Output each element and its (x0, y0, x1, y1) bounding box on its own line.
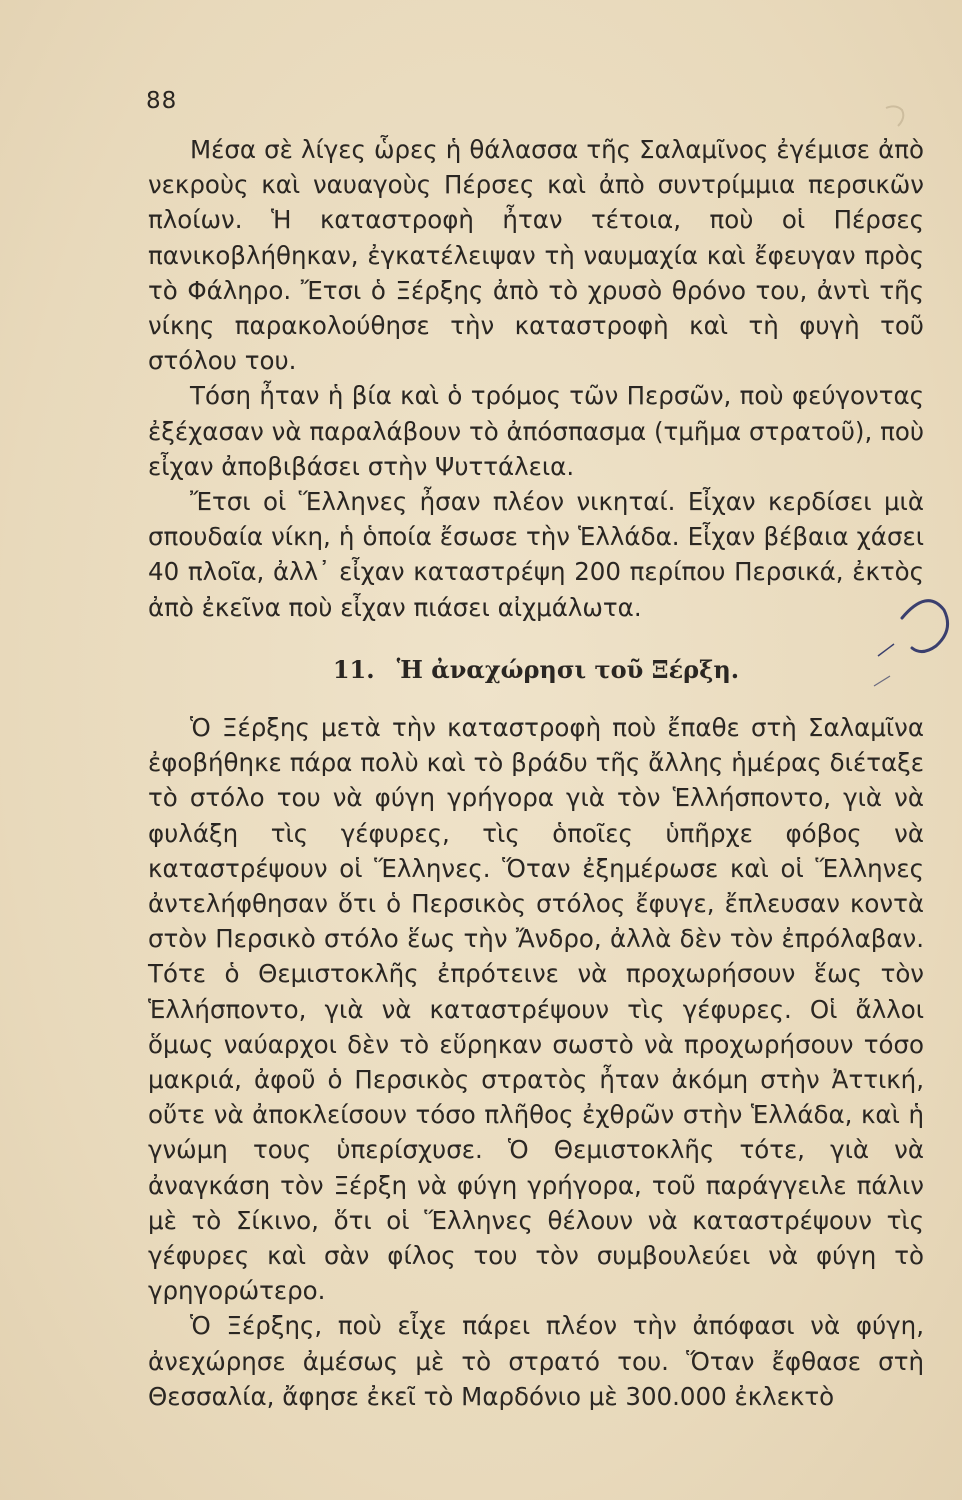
paragraph: Ὁ Ξέρξης, ποὺ εἶχε πάρει πλέον τὴν ἀπόφασι νὰ φύγη, ἀνεχώρησε ἀμέσως μὲ τὸ στρατό του. Ὅταν ἔφθασε στὴ Θεσσαλία, ἄφησε ἐκεῖ τὸ Μαρδόνιο μὲ 300.000 ἐκλεκτὸ (148, 1311, 924, 1411)
section-title: Ἡ ἀναχώρησι τοῦ Ξέρξη. (396, 655, 740, 684)
page-number: 88 (146, 88, 178, 114)
paragraph: Ἔτσι οἱ Ἕλληνες ἦσαν πλέον νικηταί. Εἶχαν κερδίσει μιὰ σπουδαία νίκη, ἡ ὁποία ἔσωσε τὴν Ἑλλάδα. Εἶχαν βέβαια χάσει 40 πλοῖα, ἀλλ᾽ εἶχαν καταστρέψη 200 περίπου Περσικά, ἐκτὸς ἀπὸ ἐκεῖνα ποὺ εἶχαν πιάσει αἰχμάλωτα. (148, 487, 924, 622)
paragraph: Τόση ἦταν ἡ βία καὶ ὁ τρόμος τῶν Περσῶν, ποὺ φεύγοντας ἐξέχασαν νὰ παραλάβουν τὸ ἀπόσπασμα (τμῆμα στρατοῦ), ποὺ εἶχαν ἀποβιβάσει στὴν Ψυττάλεια. (148, 381, 924, 481)
section-number: 11. (332, 655, 375, 684)
section-2-text (148, 710, 924, 1414)
section-1-text (148, 132, 924, 625)
paragraph: Μέσα σὲ λίγες ὧρες ἡ θάλασσα τῆς Σαλαμῖνος ἐγέμισε ἀπὸ νεκροὺς καὶ ναυαγοὺς Πέρσες καὶ ἀπὸ συντρίμμια περσικῶν πλοίων. Ἡ καταστροφὴ ἦταν τέτοια, ποὺ οἱ Πέρσες πανικοβλήθηκαν, ἐγκατέλειψαν τὴ ναυμαχία καὶ ἔφευγαν πρὸς τὸ Φάληρο. Ἔτσι ὁ Ξέρξης ἀπὸ τὸ χρυσὸ θρόνο του, ἀντὶ τῆς νίκης παρακολούθησε τὴν καταστροφὴ καὶ τὴ φυγὴ τοῦ στόλου του. (148, 135, 924, 376)
section-heading (148, 655, 924, 684)
paragraph: Ὁ Ξέρξης μετὰ τὴν καταστροφὴ ποὺ ἔπαθε στὴ Σαλαμῖνα ἐφοβήθηκε πάρα πολὺ καὶ τὸ βράδυ τῆς ἄλλης ἡμέρας διέταξε τὸ στόλο του νὰ φύγη γρήγορα γιὰ τὸν Ἑλλήσποντο, γιὰ νὰ φυλάξη τὶς γέφυρες, τὶς ὁποῖες ὑπῆρχε φόβος νὰ καταστρέψουν οἱ Ἕλληνες. Ὅταν ἐξημέρωσε καὶ οἱ Ἕλληνες ἀντελήφθησαν ὅτι ὁ Περσικὸς στόλος ἔφυγε, ἔπλευσαν κοντὰ στὸν Περσικὸ στόλο ἕως τὴν Ἄνδρο, ἀλλὰ δὲν τὸν ἐπρόλαβαν. Τότε ὁ Θεμιστοκλῆς ἐπρότεινε νὰ προχωρήσουν ἕως τὸν Ἑλλήσποντο, γιὰ νὰ καταστρέψουν τὶς γέφυρες. Οἱ ἄλλοι ὅμως ναύαρχοι δὲν τὸ εὕρηκαν σωστὸ νὰ προχωρήσουν τόσο μακριά, ἀφοῦ ὁ Περσικὸς στρατὸς ἦταν ἀκόμη στὴν Ἀττική, οὔτε νὰ ἀποκλείσουν τόσο πλῆθος ἐχθρῶν στὴν Ἑλλάδα, καὶ ἡ γνώμη τους ὑπερίσχυσε. Ὁ Θεμιστοκλῆς τότε, γιὰ νὰ ἀναγκάση τὸν Ξέρξη νὰ φύγη γρήγορα, τοῦ παράγγειλε πάλιν μὲ τὸ Σίκινο, ὅτι οἱ Ἕλληνες θέλουν νὰ καταστρέψουν τὶς γέφυρες καὶ σὰν φίλος του τὸν συμβουλεύει νὰ φύγη τὸ γρηγορώτερο. (148, 713, 924, 1306)
